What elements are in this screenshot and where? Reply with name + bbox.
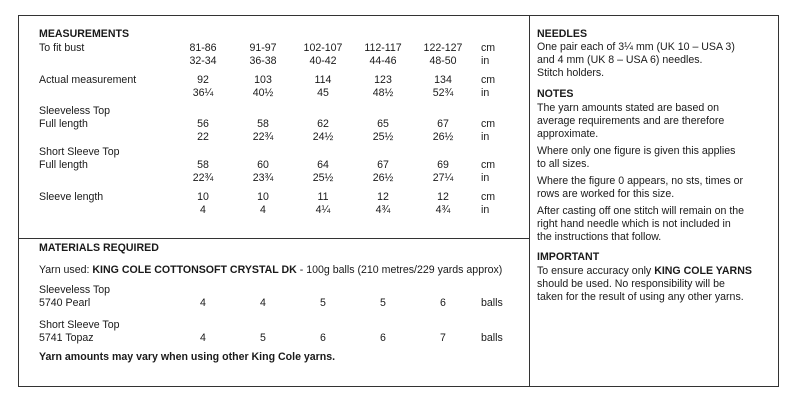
in-value: 36¼ xyxy=(192,87,214,99)
cm-value: 11 xyxy=(317,191,329,203)
unit-in: in xyxy=(481,87,490,99)
in-value: 4¾ xyxy=(435,204,451,216)
cm-value: 92 xyxy=(197,74,209,86)
cm-value: 122-127 xyxy=(423,42,463,54)
row-label: Sleeveless Top xyxy=(39,105,111,117)
cm-value: 112-117 xyxy=(364,42,402,54)
cm-value: 12 xyxy=(437,191,449,203)
in-value: 22 xyxy=(197,131,209,143)
material-label: Short Sleeve Top xyxy=(39,319,120,331)
cm-value: 69 xyxy=(437,159,449,171)
cm-value: 67 xyxy=(377,159,389,171)
cm-value: 81-86 xyxy=(189,42,217,54)
row-label: Actual measurement xyxy=(39,74,137,86)
cm-value: 64 xyxy=(317,159,329,171)
ball-count: 6 xyxy=(380,332,386,344)
in-value: 48-50 xyxy=(429,55,457,67)
ball-count: 4 xyxy=(260,297,266,309)
important-line: taken for the result of using any other yarns. xyxy=(537,291,744,304)
section-divider xyxy=(19,238,529,239)
ball-count: 5 xyxy=(380,297,386,309)
notes-line: rows are worked for this size. xyxy=(537,188,675,201)
ball-count: 4 xyxy=(200,297,206,309)
in-value: 4 xyxy=(200,204,206,216)
unit-cm: cm xyxy=(481,159,496,171)
notes-para-1 xyxy=(537,102,773,142)
in-value: 52¾ xyxy=(432,87,454,99)
notes-line: After casting off one stitch will remain on the xyxy=(537,205,745,217)
cm-value: 91-97 xyxy=(249,42,277,54)
ball-count: 7 xyxy=(440,332,446,344)
needles-text xyxy=(537,41,773,81)
needles-line: Stitch holders. xyxy=(537,67,605,80)
brand-name: KING COLE YARNS xyxy=(654,265,752,277)
materials-heading: MATERIALS REQUIRED xyxy=(39,242,159,254)
notes-line: Where the figure 0 appears, no sts, times or xyxy=(537,175,744,187)
in-value: 22¾ xyxy=(192,172,214,184)
in-value: 4¾ xyxy=(375,204,391,216)
notes-line: right hand needle which is not included in xyxy=(537,218,731,231)
cm-value: 67 xyxy=(437,118,449,130)
cm-value: 12 xyxy=(377,191,389,203)
notes-line: approximate. xyxy=(537,128,599,141)
cm-value: 65 xyxy=(377,118,389,130)
unit-in: in xyxy=(481,131,490,143)
yarn-amount-note: Yarn amounts may vary when using other King Cole yarns. xyxy=(39,351,336,363)
in-value: 44-46 xyxy=(369,55,397,67)
in-value: 26½ xyxy=(372,172,394,184)
unit-cm: cm xyxy=(481,118,496,130)
yarn-used-prefix: Yarn used: xyxy=(39,264,93,276)
important-line: should be used. No responsibility will be xyxy=(537,278,725,291)
yarn-used-line xyxy=(39,264,502,277)
notes-line: to all sizes. xyxy=(537,158,590,171)
row-sublabel: Full length xyxy=(39,159,88,171)
important-prefix: To ensure accuracy only xyxy=(537,265,655,277)
in-value: 23¾ xyxy=(252,172,274,184)
ball-count: 5 xyxy=(320,297,326,309)
needles-line: One pair each of 3¼ mm (UK 10 – USA 3) xyxy=(537,41,735,53)
in-value: 40-42 xyxy=(309,55,337,67)
unit-balls: balls xyxy=(481,297,503,309)
unit-in: in xyxy=(481,172,490,184)
unit-in: in xyxy=(481,55,490,67)
in-value: 4 xyxy=(260,204,266,216)
needles-heading: NEEDLES xyxy=(537,28,588,40)
notes-para-2 xyxy=(537,145,773,171)
cm-value: 114 xyxy=(314,74,332,86)
cm-value: 58 xyxy=(257,118,269,130)
cm-value: 62 xyxy=(317,118,329,130)
row-label: Sleeve length xyxy=(39,191,104,203)
material-label: Sleeveless Top xyxy=(39,284,111,296)
important-line xyxy=(537,265,773,278)
cm-value: 10 xyxy=(197,191,209,203)
measurements-heading: MEASUREMENTS xyxy=(39,28,130,40)
ball-count: 5 xyxy=(260,332,266,344)
notes-heading: NOTES xyxy=(537,88,574,100)
in-value: 25½ xyxy=(312,172,334,184)
unit-cm: cm xyxy=(481,42,496,54)
cm-value: 60 xyxy=(257,159,269,171)
unit-in: in xyxy=(481,204,490,216)
yarn-name: KING COLE COTTONSOFT CRYSTAL DK xyxy=(92,264,297,276)
ball-count: 4 xyxy=(200,332,206,344)
important-text xyxy=(537,265,773,305)
in-value: 48½ xyxy=(372,87,394,99)
notes-line: average requirements and are therefore xyxy=(537,115,725,128)
unit-cm: cm xyxy=(481,191,496,203)
notes-line: Where only one figure is given this applies xyxy=(537,145,736,157)
material-colour: 5740 Pearl xyxy=(39,297,91,309)
important-heading: IMPORTANT xyxy=(537,251,600,263)
in-value: 4¼ xyxy=(315,204,331,216)
in-value: 32-34 xyxy=(189,55,217,67)
in-value: 27¼ xyxy=(432,172,454,184)
row-sublabel: Full length xyxy=(39,118,88,130)
in-value: 26½ xyxy=(432,131,454,143)
cm-value: 10 xyxy=(257,191,269,203)
row-label: To fit bust xyxy=(39,42,85,54)
in-value: 36-38 xyxy=(249,55,277,67)
ball-count: 6 xyxy=(440,297,446,309)
row-label: Short Sleeve Top xyxy=(39,146,120,158)
notes-line: The yarn amounts stated are based on xyxy=(537,102,719,114)
pattern-info-box xyxy=(18,15,779,387)
cm-value: 123 xyxy=(374,74,392,86)
cm-value: 134 xyxy=(434,74,452,86)
in-value: 45 xyxy=(317,87,329,99)
column-divider xyxy=(529,16,530,386)
cm-value: 58 xyxy=(197,159,209,171)
yarn-used-suffix: - 100g balls (210 metres/229 yards approx) xyxy=(296,264,503,276)
in-value: 22¾ xyxy=(252,131,274,143)
material-colour: 5741 Topaz xyxy=(39,332,94,344)
notes-para-4 xyxy=(537,205,773,245)
cm-value: 56 xyxy=(197,118,209,130)
cm-value: 103 xyxy=(254,74,272,86)
notes-line: the instructions that follow. xyxy=(537,231,662,244)
needles-line: and 4 mm (UK 8 – USA 6) needles. xyxy=(537,54,703,67)
in-value: 25½ xyxy=(372,131,394,143)
unit-cm: cm xyxy=(481,74,496,86)
ball-count: 6 xyxy=(320,332,326,344)
in-value: 40½ xyxy=(252,87,274,99)
notes-para-3 xyxy=(537,175,773,201)
in-value: 24½ xyxy=(312,131,334,143)
unit-balls: balls xyxy=(481,332,503,344)
cm-value: 102-107 xyxy=(303,42,343,54)
